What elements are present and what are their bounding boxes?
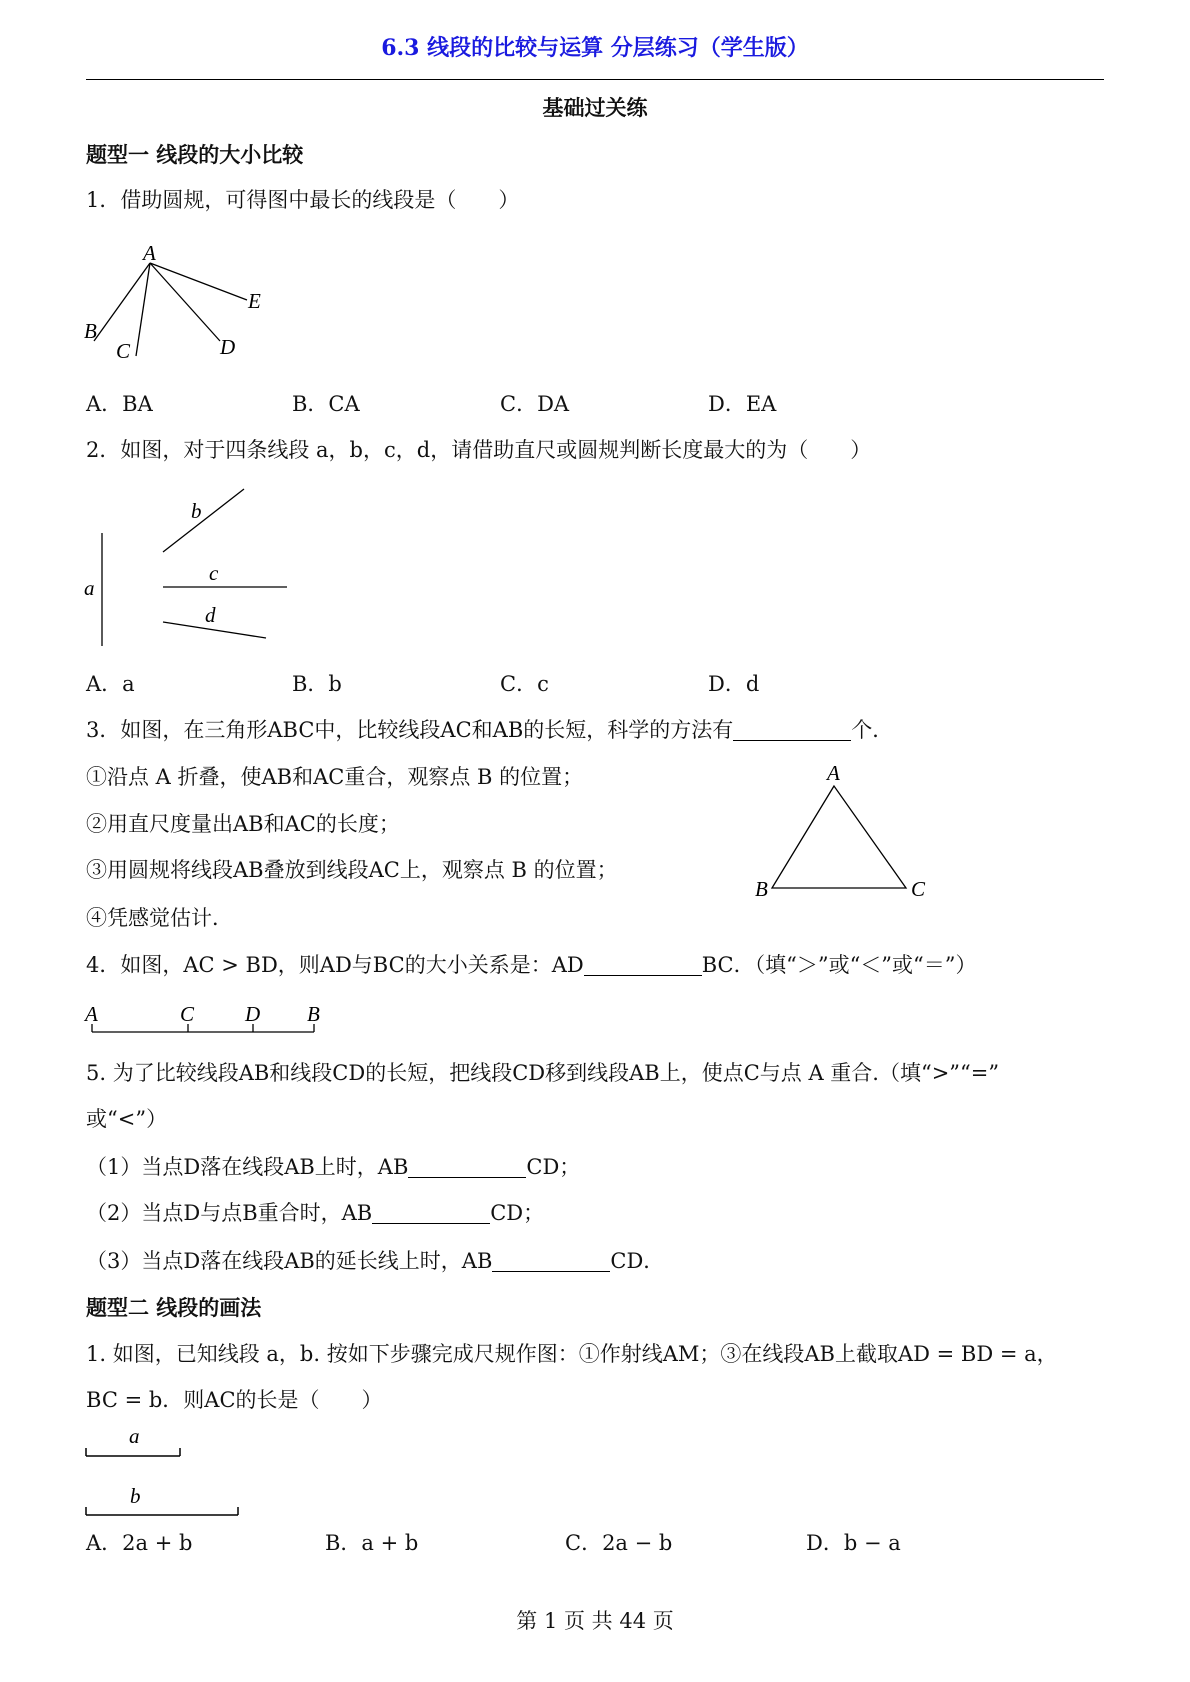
q2-label-a: a [84,576,95,600]
q4-stem-text: 4．如图，AC > BD，则AD与BC的大小关系是：AD [86,953,584,977]
q3-stem-text: 3．如图，在三角形ABC中，比较线段AC和AB的长短，科学的方法有 [86,718,734,742]
q3-item-1: ①沿点 A 折叠，使AB和AC重合，观察点 B 的位置； [86,765,584,789]
type1-heading: 题型一 线段的大小比较 [86,142,304,167]
q4-stem-end: BC．（填“＞”或“＜”或“＝”） [701,953,977,977]
q5-part-3-text: （3）当点D落在线段AB的延长线上时，AB [86,1249,493,1273]
line-segment [94,263,150,341]
line-segment [136,263,150,356]
q4-label-c: C [180,1002,195,1026]
q5-part-2 [86,1203,544,1224]
q5-blank-1 [408,1159,526,1178]
q6-figure [86,1448,238,1515]
q5-part-1-text: （1）当点D落在线段AB上时，AB [86,1155,409,1179]
q5-part-1-end: CD； [526,1155,581,1179]
q6-stem-line2: BC = b．则AC的长是（ ） [86,1388,383,1412]
q2-option-a: A．a [86,672,135,696]
q6-option-c: C．2a − b [565,1531,673,1555]
q5-blank-3 [492,1253,610,1272]
q1-stem: 1．借助圆规，可得图中最长的线段是（ ） [86,188,520,212]
line-segment [163,489,244,552]
q1-label-d: D [220,335,236,359]
q3-item-2: ②用直尺度量出AB和AC的长度； [86,812,400,836]
q5-stem-line1: 5. 为了比较线段AB和线段CD的长短，把线段CD移到线段AB上，使点C与点 A 重合.（填“>”“=” [86,1061,1000,1085]
q2-label-d: d [205,603,216,627]
q3-item-4: ④凭感觉估计． [86,906,233,930]
q4-figure [92,1024,314,1032]
q1-label-e: E [248,289,261,313]
q6-stem-line1: 1. 如图，已知线段 a，b. 按如下步骤完成尺规作图：①作射线AM；③在线段AB上截取AD = BD = a， [86,1342,1058,1366]
q6-option-b: B．a + b [325,1531,419,1555]
q6-label-a: a [129,1424,140,1448]
q6-option-d: D．b − a [806,1531,901,1555]
section-title: 基础过关练 [542,95,648,120]
q5-stem-line2: 或“<”） [86,1107,168,1131]
q5-part-1 [86,1157,580,1178]
q1-option-d: D．EA [708,392,777,416]
q3-label-a: A [827,761,840,785]
q3-item-3: ③用圆规将线段AB叠放到线段AC上，观察点 B 的位置； [86,858,618,882]
q4-label-b: B [307,1002,320,1026]
q5-part-3-end: CD． [610,1249,665,1273]
q3-stem [86,720,893,741]
q4-label-d: D [245,1002,261,1026]
q5-part-3 [86,1251,664,1272]
q6-label-b: b [130,1484,141,1508]
q1-label-b: B [84,319,97,343]
q2-option-d: D．d [708,672,760,696]
q1-option-a: A．BA [86,392,153,416]
q5-blank-2 [372,1205,490,1224]
line-segment [150,263,220,341]
page-number: 第 1 页 共 44 页 [516,1609,674,1633]
q2-label-b: b [191,499,202,523]
document-title: 6.3 线段的比较与运算 分层练习（学生版） [381,35,809,61]
q3-label-c: C [911,877,926,901]
type2-heading: 题型二 线段的画法 [86,1295,262,1320]
line-segment [150,263,247,300]
q2-label-c: c [209,561,219,585]
q3-triangle [772,786,906,888]
q3-label-b: B [755,877,768,901]
q6-option-a: A．2a + b [86,1531,193,1555]
q3-stem-end: 个． [851,718,894,742]
q4-stem [86,955,977,976]
q2-option-b: B．b [292,672,342,696]
q5-part-2-end: CD； [490,1201,545,1225]
q3-blank [733,722,851,741]
q2-option-c: C．c [500,672,549,696]
q4-label-a: A [85,1002,98,1026]
q1-option-c: C．DA [500,392,570,416]
q5-part-2-text: （2）当点D与点B重合时，AB [86,1201,373,1225]
q1-label-c: C [116,339,131,363]
q2-stem: 2．如图，对于四条线段 a，b，c，d，请借助直尺或圆规判断长度最大的为（ ） [86,438,872,462]
q1-option-b: B．CA [292,392,360,416]
q4-blank [584,957,702,976]
q1-label-a: A [143,241,156,265]
